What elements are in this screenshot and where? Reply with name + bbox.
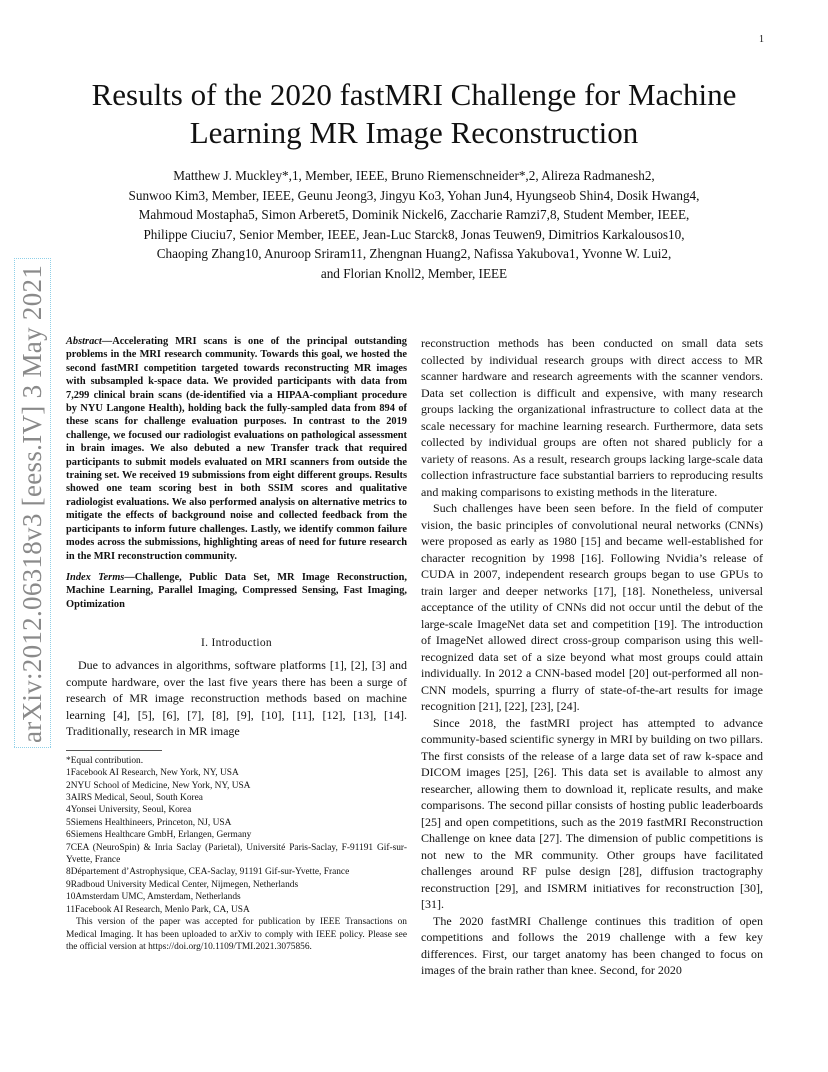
author-line: Mahmoud Mostapha5, Simon Arberet5, Dominik Nickel6, Zaccharie Ramzi7,8, Student Member, IEEE,: [138, 207, 690, 223]
footnote: 2NYU School of Medicine, New York, NY, USA: [66, 780, 251, 791]
left-column: [66, 335, 407, 953]
footnote: 4Yonsei University, Seoul, Korea: [66, 805, 192, 816]
author-line: Matthew J. Muckley*,1, Member, IEEE, Bruno Riemenschneider*,2, Alireza Radmanesh2,: [173, 168, 655, 183]
section-heading: I. Introduction: [201, 637, 272, 650]
abstract-text: —Accelerating MRI scans is one of the principal outstanding problems in the MRI research community. Towards this goal, we hosted the second fastMRI competition targeted towards reconstructing MR images with subsampled k-space data. We provided participants with data from 7,299 clinical brain scans (de-identified via a HIPAA-compliant procedure by NYU Langone Health), holding back the fully-sampled data from 894 of these scans for challenge evaluation purposes. In contrast to the 2019 challenge, we focused our radiologist evaluations on pathological assessment in brain images. We also debuted a new Transfer track that required participants to submit models evaluated on MRI scanners from outside the training set. We received 19 submissions from eight different groups. Results showed one team scoring best in both SSIM scores and qualitative radiologist evaluations. We also performed analysis on alternative metrics to mitigate the effects of background noise and collected feedback from the participants to inform future challenges. Lastly, we identify common failure modes across the submissions, highlighting areas of need for future research in the MRI reconstruction community.: [66, 336, 407, 562]
body-paragraph: Such challenges have been seen before. In the field of computer vision, the basic principles of convolutional neural networks (CNNs) were proposed as early as 1980 [15] and became well-established for character recognition by 1998 [16]. Following Nvidia’s release of CUDA in 2007, independent research groups began to use GPUs to train larger and deeper networks [17], [18]. Nonetheless, universal acceptance of the utility of CNNs did not occur until the debut of the large-scale ImageNet data set and competition [19]. The introduction of ImageNet allowed direct cross-group comparison using this well-recognized data set of a size beyond what most groups could attain individually. In 2012 a CNN-based model [20] out-performed all non-CNN models, spurring a flurry of state-of-the-art results for image recognition [21], [22], [23], [24].: [421, 501, 763, 713]
paper-title: Results of the 2020 fastMRI Challenge for Machine Learning MR Image Reconstruction: [91, 77, 737, 150]
author-line: and Florian Knoll2, Member, IEEE: [320, 265, 508, 281]
abstract-label: Abstract: [66, 336, 102, 347]
footnote-rule: [66, 750, 162, 751]
footnote: *Equal contribution.: [66, 755, 144, 766]
footnote: 3AIRS Medical, Seoul, South Korea: [66, 793, 203, 804]
footnote: 10Amsterdam UMC, Amsterdam, Netherlands: [66, 892, 241, 903]
author-line: Chaoping Zhang10, Anuroop Sriram11, Zhengnan Huang2, Nafissa Yakubova1, Yvonne W. Lui2,: [156, 246, 672, 262]
index-terms-text: —Challenge, Public Data Set, MR Image Reconstruction, Machine Learning, Parallel Imaging, Compressed Sensing, Fast Imaging, Optimization: [66, 571, 407, 610]
footnote: 8Département d’Astrophysique, CEA-Saclay, 91191 Gif-sur-Yvette, France: [66, 867, 350, 878]
body-paragraph: Since 2018, the fastMRI project has attempted to advance community-based scientific synergy in MRI by building on two pillars. The first consists of the release of a large data set of raw k-space and DICOM images [25], [26]. This data set is available to almost any researcher, allowing them to download it, replicate results, and make comparisons. The second pillar consists of hosting public leaderboards [25] and open competitions, such as the 2019 fastMRI Reconstruction Challenge on knee data [27]. The dimension of public competitions is not new to the MR community. Other groups have facilitated challenges around RF pulse design [28], diffusion tractography reconstruction [29], and ISMRM initiatives for reconstruction [30], [31].: [421, 715, 763, 911]
version-note: This version of the paper was accepted for publication by IEEE Transactions on Medical Imaging. It has been uploaded to arXiv to comply with IEEE policy. Please see the official version at https://doi.org/10.1109/TMI.2021.3075856.: [66, 917, 407, 952]
index-terms-label: Index Terms: [66, 571, 125, 583]
footnote: 7CEA (NeuroSpin) & Inria Saclay (Parietal), Université Paris-Saclay, F-91191 Gif-sur-Yvette, France: [66, 842, 407, 866]
body-paragraph: The 2020 fastMRI Challenge continues this tradition of open competitions and follows the 2019 challenge with a few key differences. First, our target anatomy has been changed to focus on images of the brain rather than knee. Second, for 2020: [421, 913, 763, 977]
abstract: [66, 335, 407, 563]
index-terms: [66, 571, 407, 611]
author-list: [70, 166, 758, 284]
footnote: 11Facebook AI Research, Menlo Park, CA, USA: [66, 904, 250, 915]
footnote: 5Siemens Healthineers, Princeton, NJ, USA: [66, 817, 232, 828]
footnote: 6Siemens Healthcare GmbH, Erlangen, Germany: [66, 830, 252, 841]
footnote: 1Facebook AI Research, New York, NY, USA: [66, 768, 239, 779]
intro-paragraph: Due to advances in algorithms, software platforms [1], [2], [3] and compute hardware, over the last five years there has been a surge of research of MR image reconstruction methods based on machine learning [4], [5], [6], [7], [8], [9], [10], [11], [12], [13], [14]. Traditionally, research in MR image: [66, 658, 407, 739]
arxiv-stamp[interactable]: arXiv:2012.06318v3 [eess.IV] 3 May 2021: [14, 258, 51, 748]
author-line: Sunwoo Kim3, Member, IEEE, Geunu Jeong3, Jingyu Ko3, Yohan Jun4, Hyungseob Shin4, Dosik Hwang4,: [128, 187, 700, 203]
author-line: Philippe Ciuciu7, Senior Member, IEEE, Jean-Luc Starck8, Jonas Teuwen9, Dimitrios Karkalousos10,: [143, 226, 685, 242]
body-paragraph: reconstruction methods has been conducted on small data sets collected by individual research groups with direct access to MR scanner hardware and research agreements with the scanner vendors. Data set collection is difficult and expensive, with many research groups lacking the organizational infrastructure to collect data at the scale necessary for machine learning research. Furthermore, data sets collected by individual groups are often not shared publicly for a variety of reasons. As a result, research groups lacking large-scale data collection infrastructure face substantial barriers to reproducing results and making comparisons to existing methods in the literature.: [421, 336, 763, 499]
footnote: 9Radboud University Medical Center, Nijmegen, Netherlands: [66, 879, 299, 890]
page-number: 1: [759, 34, 764, 45]
right-column: [421, 335, 763, 979]
